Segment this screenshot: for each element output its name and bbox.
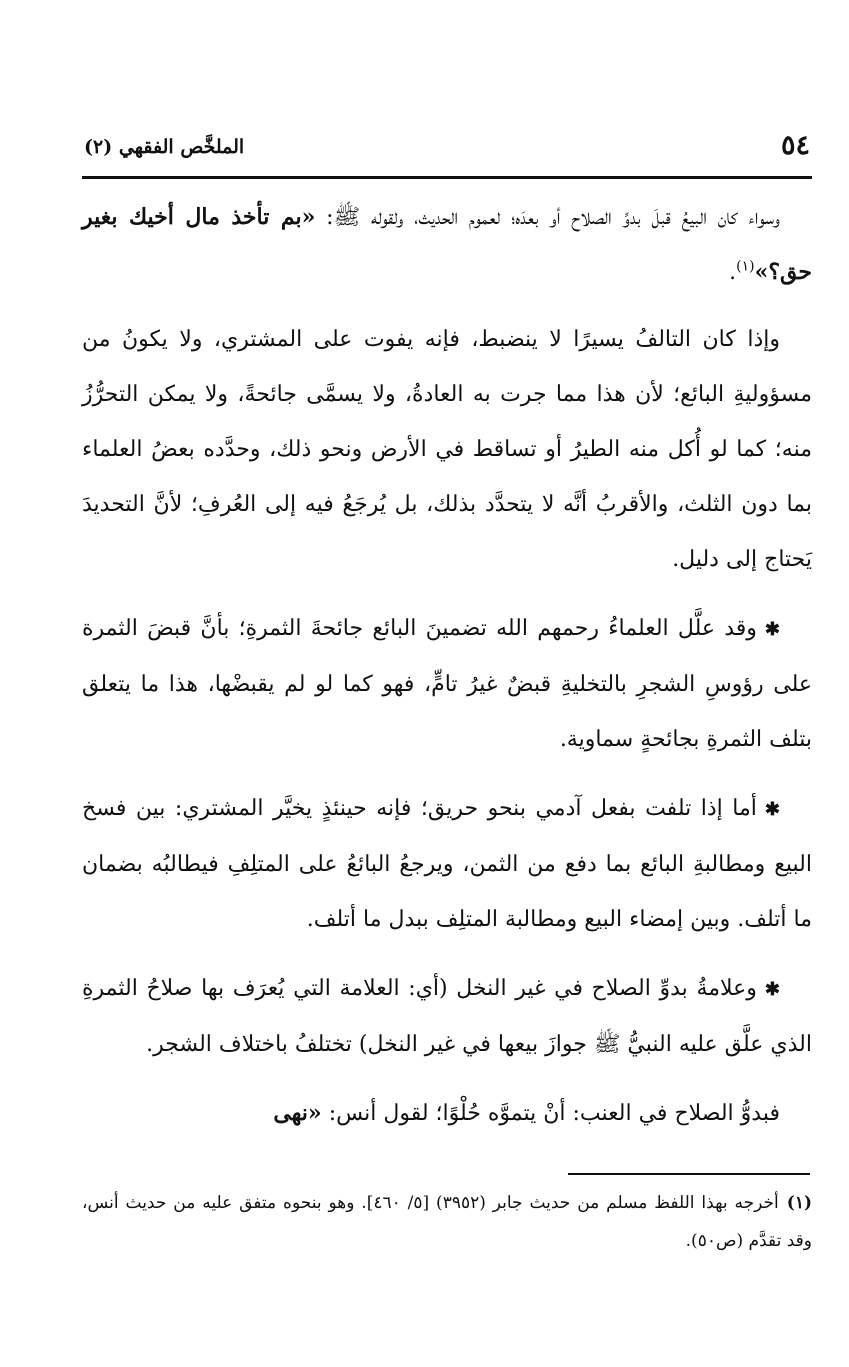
main-text [82,190,812,1141]
paragraph-4-text: أما إذا تلفت بفعل آدمي بنحو حريق؛ فإنه حينئذٍ يخيَّر المشتري: بين فسخ البيع ومطالبةِ البائع بما دفع من الثمن، ويرجعُ البائعُ على المتلِفِ فيطالبُه بضمان ما أتلف. وبين إمضاء البيع ومطالبة المتلِف ببدل ما أتلف. [82,796,812,932]
running-title: الملخَّص الفقهي (٢) [84,136,245,158]
paragraph-1: وسواء كان البيعُ قبلَ بدوِّ الصلاح أو بعدَه؛ لعموم الحديث، ولقوله ﷺ: «بم تأخذ مال أخيك بغير حق؟»$^{(١)}$. [82,204,812,285]
paragraph-3 [82,601,812,767]
paragraph-5-text: وعلامةُ بدوِّ الصلاح في غير النخل (أي: العلامة التي يُعرَف بها صلاحُ الثمرةِ الذي علَّق عليه النبيُّ ﷺ جوازَ بيعها في غير النخل) تختلفُ باختلاف الشجر. [82,976,812,1057]
header-divider [82,176,812,179]
star-bullet-icon: ✱ [764,979,780,1000]
paragraph-3-text: وقد علَّل العلماءُ رحمهم الله تضمينَ البائع جائحةَ الثمرةِ؛ بأنَّ قبضَ الثمرة على رؤوسِ الشجرِ بالتخليةِ قبضٌ غيرُ تامٍّ، فهو كما لو لم يقبضْها، هذا ما يتعلق بتلف الثمرةِ بجائحةٍ سماوية. [82,616,812,752]
page-number: ٥٤ [780,130,810,161]
footnote-divider [568,1173,810,1175]
paragraph-6 [82,1086,812,1141]
hadith-quote: «بم تأخذ مال أخيك بغير حق؟» [82,204,812,285]
paragraph-4 [82,781,812,947]
paragraph-1-text: وسواء كان البيعُ قبلَ بدوِّ الصلاح أو بعدَه؛ لعموم الحديث، ولقوله ﷺ: [326,205,780,230]
footnote-1 [82,1184,812,1260]
paragraph-2-text: وإذا كان التالفُ يسيرًا لا ينضبط، فإنه يفوت على المشتري، ولا يكونُ من مسؤوليةِ البائع؛ لأن هذا مما جرت به العادةُ، ولا يسمَّى جائحةً، ولا يمكن التحرُّزُ منه؛ كما لو أُكل منه الطيرُ أو تساقط في الأرض ونحو ذلك، وحدَّده بعضُ العلماء بما دون الثلث، والأقربُ أنَّه لا يتحدَّد بذلك، بل يُرجَعُ فيه إلى العُرفِ؛ لأنَّ التحديدَ يَحتاج إلى دليل. [82,327,812,572]
star-bullet-icon: ✱ [764,799,780,820]
paragraph-5 [82,961,812,1072]
footnote-number: (١) [786,1193,812,1213]
footnotes [82,1184,812,1260]
paragraph-2 [82,312,812,587]
footnote-text: أخرجه بهذا اللفظ مسلم من حديث جابر (٣٩٥٢) [٥/ ٤٦٠]. وهو بنحوه متفق عليه من حديث أنس، وقد تقدَّم (ص٥٠). [82,1193,812,1251]
star-bullet-icon: ✱ [764,619,780,640]
page-header [84,128,810,168]
paragraph-6-quote-start: «نهى [273,1100,322,1126]
footnote-reference[interactable]: (١) [736,258,755,275]
paragraph-6-text: فبدوُّ الصلاح في العنب: أنْ يتموَّه حُلْوًا؛ لقول أنس: [328,1101,780,1126]
